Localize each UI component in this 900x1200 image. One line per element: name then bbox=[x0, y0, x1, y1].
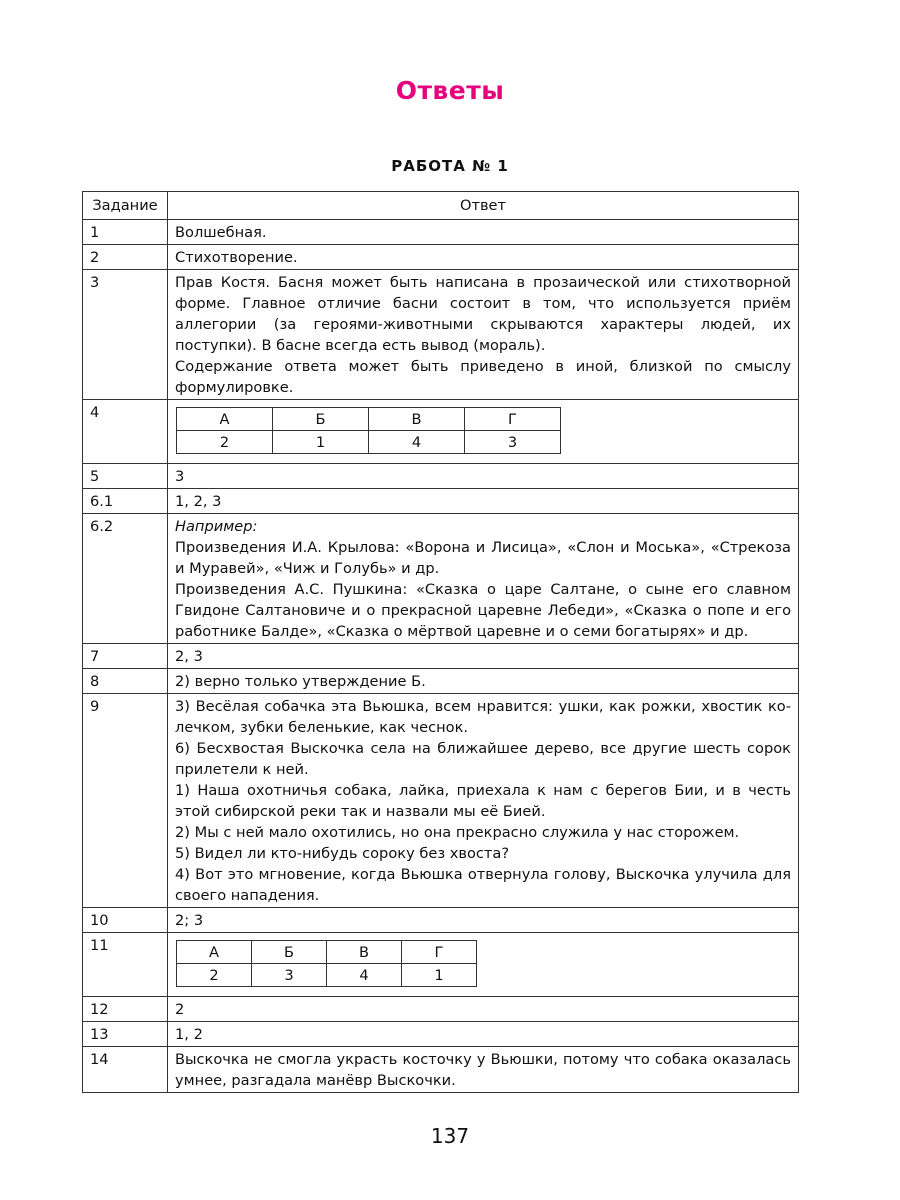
matching-letter: Г bbox=[402, 941, 477, 964]
answer-cell bbox=[168, 464, 799, 489]
section-subtitle: РАБОТА № 1 bbox=[391, 157, 509, 175]
answer-text: 4) Вот это мгновение, когда Вьюшка отвернула голову, Выскочка улучила для своего нападения. bbox=[175, 866, 791, 904]
answer-text: 2; 3 bbox=[175, 912, 204, 929]
answer-cell bbox=[168, 644, 799, 669]
answer-cell bbox=[168, 245, 799, 270]
matching-letter: В bbox=[369, 408, 465, 431]
task-number: 2 bbox=[83, 245, 168, 270]
task-number: 4 bbox=[83, 400, 168, 464]
matching-letter: Б bbox=[273, 408, 369, 431]
answer-text: 1, 2, 3 bbox=[175, 493, 222, 510]
answer-text: 6) Бесхвостая Выскочка села на ближайшее дерево, все другие шесть сорок прилетели к ней. bbox=[175, 740, 791, 778]
task-number: 3 bbox=[83, 270, 168, 400]
answer-text: Выскочка не смогла украсть косточку у Вьюшки, потому что собака оказалась умнее, разгадала манёвр Выскочки. bbox=[175, 1051, 791, 1089]
matching-number: 4 bbox=[327, 964, 402, 987]
answer-text: 2) верно только утверждение Б. bbox=[175, 673, 426, 690]
task-number: 13 bbox=[83, 1022, 168, 1047]
answer-cell bbox=[168, 997, 799, 1022]
task-number: 7 bbox=[83, 644, 168, 669]
matching-number: 1 bbox=[273, 431, 369, 454]
answer-text: 2, 3 bbox=[175, 648, 203, 665]
table-row bbox=[83, 933, 799, 997]
answer-text: Прав Костя. Басня может быть написана в прозаической или стихотворной форме. Главное отличие басни состоит в том, что используется приём аллегории (за героями-животными скрываются характеры людей, их поступки). В басне всегда есть вывод (мораль). bbox=[175, 274, 791, 354]
answer-text: 3 bbox=[175, 468, 185, 485]
table-header-row bbox=[83, 192, 799, 220]
matching-numbers-row bbox=[177, 964, 477, 987]
answer-text: 2 bbox=[175, 1001, 185, 1018]
answer-text: Волшебная. bbox=[175, 224, 267, 241]
task-number: 14 bbox=[83, 1047, 168, 1093]
task-number: 8 bbox=[83, 669, 168, 694]
task-number: 5 bbox=[83, 464, 168, 489]
answer-cell bbox=[168, 270, 799, 400]
matching-number: 2 bbox=[177, 964, 252, 987]
table-row bbox=[83, 270, 799, 400]
table-row bbox=[83, 1022, 799, 1047]
matching-letters-row bbox=[177, 941, 477, 964]
answers-table bbox=[82, 191, 799, 1093]
matching-letter: А bbox=[177, 941, 252, 964]
matching-number: 4 bbox=[369, 431, 465, 454]
task-number: 9 bbox=[83, 694, 168, 908]
table-row bbox=[83, 644, 799, 669]
table-row bbox=[83, 220, 799, 245]
matching-table bbox=[176, 940, 477, 987]
answer-text: Стихотворение. bbox=[175, 249, 298, 266]
task-number: 6.1 bbox=[83, 489, 168, 514]
answer-cell bbox=[168, 400, 799, 464]
task-number: 11 bbox=[83, 933, 168, 997]
matching-letters-row bbox=[177, 408, 561, 431]
answer-text: 2) Мы с ней мало охотились, но она прекрасно служила у нас сторожем. bbox=[175, 824, 740, 841]
answer-text: 1) Наша охотничья собака, лайка, приехала к нам с берегов Бии, и в честь этой сибирской реки так и назвали мы её Бией. bbox=[175, 782, 791, 820]
matching-numbers-row bbox=[177, 431, 561, 454]
answers-table-body bbox=[83, 220, 799, 1093]
table-row bbox=[83, 908, 799, 933]
matching-letter: В bbox=[327, 941, 402, 964]
matching-number: 3 bbox=[465, 431, 561, 454]
table-row bbox=[83, 400, 799, 464]
answer-text: Содержание ответа может быть приведено в иной, близкой по смыслу формулировке. bbox=[175, 358, 791, 396]
answer-text: 3) Весёлая собачка эта Вьюшка, всем нравится: ушки, как рожки, хвостик колечком, зубки беленькие, как чеснок. bbox=[175, 698, 791, 736]
task-number: 10 bbox=[83, 908, 168, 933]
table-row bbox=[83, 464, 799, 489]
matching-letter: Г bbox=[465, 408, 561, 431]
matching-number: 3 bbox=[252, 964, 327, 987]
answer-cell bbox=[168, 694, 799, 908]
answer-text: Произведения А.С. Пушкина: «Сказка о царе Салтане, о сыне его славном Гвидоне Салтановиче и о прекрасной царевне Лебеди», «Сказка о попе и его работнике Балде», «Сказка о мёртвой царевне и о семи богатырях» и др. bbox=[175, 581, 791, 640]
answer-cell bbox=[168, 933, 799, 997]
task-number: 6.2 bbox=[83, 514, 168, 644]
table-row bbox=[83, 1047, 799, 1093]
answer-cell bbox=[168, 1047, 799, 1093]
answer-text: 5) Видел ли кто-нибудь сороку без хвоста? bbox=[175, 845, 510, 862]
matching-letter: Б bbox=[252, 941, 327, 964]
answer-cell bbox=[168, 908, 799, 933]
table-row bbox=[83, 997, 799, 1022]
table-row bbox=[83, 514, 799, 644]
table-row bbox=[83, 669, 799, 694]
answer-text: Произведения И.А. Крылова: «Ворона и Лисица», «Слон и Моська», «Стрекоза и Муравей», «Чиж и Голубь» и др. bbox=[175, 539, 791, 577]
answer-cell bbox=[168, 669, 799, 694]
answer-text: 1, 2 bbox=[175, 1026, 203, 1043]
example-label: Например: bbox=[175, 518, 258, 535]
answer-cell bbox=[168, 489, 799, 514]
task-number: 12 bbox=[83, 997, 168, 1022]
table-row bbox=[83, 489, 799, 514]
matching-number: 2 bbox=[177, 431, 273, 454]
task-number: 1 bbox=[83, 220, 168, 245]
answer-cell bbox=[168, 220, 799, 245]
answer-cell bbox=[168, 514, 799, 644]
answer-cell bbox=[168, 1022, 799, 1047]
header-task: Задание bbox=[83, 192, 168, 220]
matching-letter: А bbox=[177, 408, 273, 431]
page-number: 137 bbox=[430, 1124, 470, 1148]
page-title: Ответы bbox=[395, 76, 505, 105]
header-answer: Ответ bbox=[168, 192, 799, 220]
matching-table bbox=[176, 407, 561, 454]
table-row bbox=[83, 245, 799, 270]
table-row bbox=[83, 694, 799, 908]
matching-number: 1 bbox=[402, 964, 477, 987]
